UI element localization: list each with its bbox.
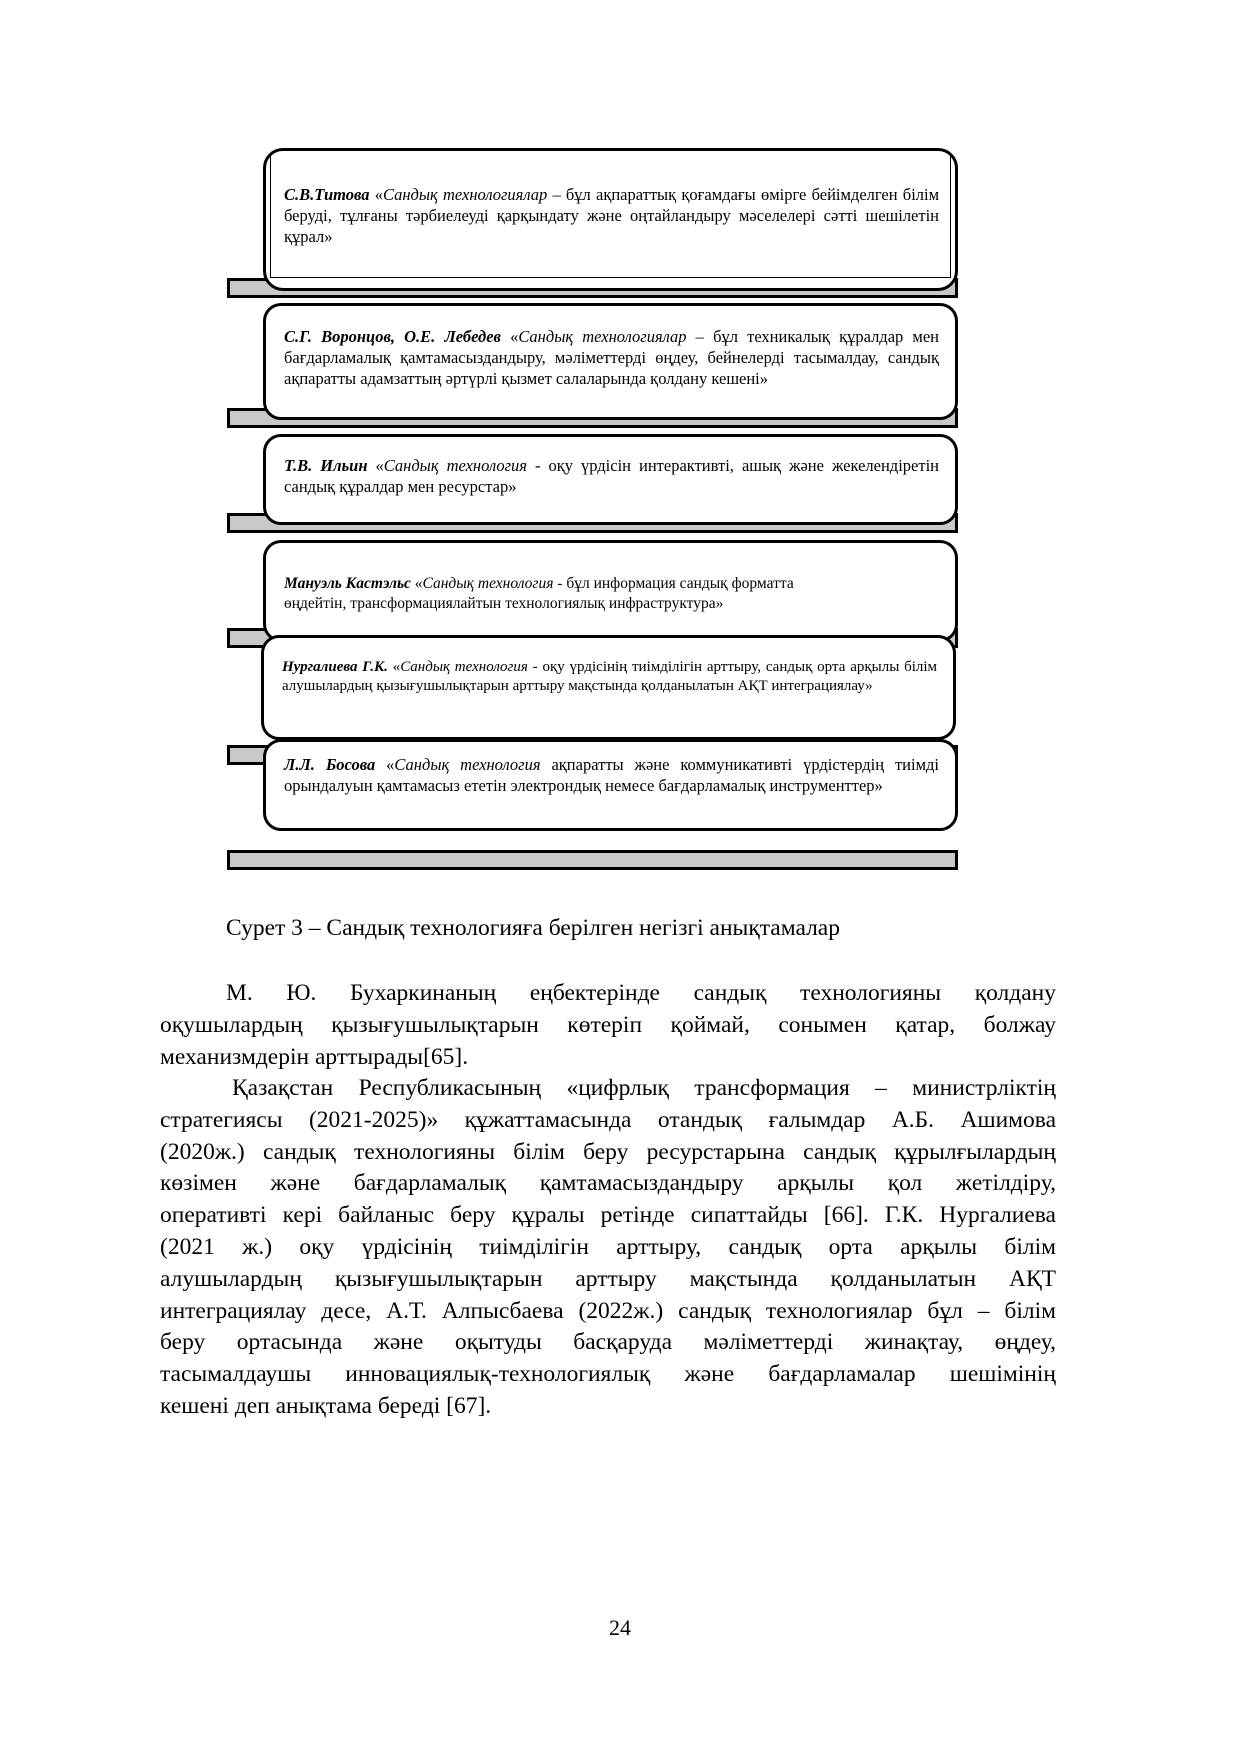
term: Сандық технологиялар [518,327,687,346]
author-name: Т.В. Ильин [284,456,368,475]
term: Сандық технология [422,575,554,592]
text-line: (2020ж.) сандық технологияны білім беру ресурстарына сандық құрылғылардың [160,1138,1056,1165]
author-name: Нургалиева Г.К. [282,659,388,675]
connector-bar-6 [227,850,958,870]
term: Сандық технология [394,755,541,774]
definition-box-castells [263,540,958,642]
term: Сандық технологиялар [382,185,548,204]
definition-text: С.В.Титова «Сандық технологиялар – бұл ақпараттық қоғамдағы өмірге бейімделген білім беруді, тұлғаны тәрбиелеуді қарқындату және оңтайландыру мәселелері сәтті шешілетін құрал» [284,185,940,246]
definition-box-ilyin [263,434,958,525]
definition-box-titova [263,148,958,291]
page-number: 24 [609,1615,631,1640]
definition-box-vorontsov-lebedev [263,303,958,420]
text-line: интеграциялау десе, А.Т. Алпысбаева (2022ж.) сандық технологиялар бұл – білім [160,1297,1056,1324]
text-line: оқушылардың қызығушылықтарын көтеріп қоймай, сонымен қатар, болжау [160,1011,1056,1038]
definition-text: Л.Л. Босова «Сандық технология ақпаратты және коммуникативті үрдістердің тиімді орындалуын қамтамасыз ететін электрондық немесе бағдарламалық инструменттер» [284,755,940,795]
text-line: беру ортасында және оқытуды басқаруда мәліметтерді жинақтау, өңдеу, [160,1329,1056,1356]
text-line: механизмдерін арттырады[65]. [160,1043,469,1070]
definition-box-bosova [263,739,958,831]
definition-box-nurgalieva [261,635,956,740]
text-line: көзімен және бағдарламалық қамтамасыздандыру арқылы қол жетілдіру, [160,1170,1056,1197]
author-name: Мануэль Кастэльс [284,575,411,592]
definition-text: С.Г. Воронцов, О.Е. Лебедев «Сандық технологиялар – бұл техникалық құралдар мен бағдарламалық қамтамасыздандыру, мәліметтерді өңдеу, бейнелерді тасымалдау, сандық ақпаратты адамзаттың әртүрлі қызмет салаларында қолдану кешені» [284,327,940,388]
body-paragraph-2 [160,1073,1056,1423]
figure-caption: Сурет 3 – Сандық технологияға берілген негізгі анықтамалар [226,915,840,941]
text-line: алушылардың қызығушылықтарын арттыру мақстында қолданылатын АҚТ [160,1265,1056,1292]
text-line: стратегиясы (2021-2025)» құжаттамасында отандық ғалымдар А.Б. Ашимова [160,1106,1056,1133]
term: Сандық технология [400,659,528,675]
text-line: кешені деп анықтама береді [67]. [160,1392,492,1419]
text-line: М. Ю. Бухаркинаның еңбектерінде сандық технологияны қолдану [226,980,1056,1006]
author-name: С.В.Титова [284,185,370,204]
definition-text: Нургалиева Г.К. «Сандық технология - оқу үрдісінің тиімділігін арттыру, сандық орта арқылы білім алушылардың қызығушылықтарын арттыру мақстында қолданылатын АҚТ интеграциялау» [282,659,938,694]
author-name: Л.Л. Босова [284,755,376,774]
body-paragraph-1 [160,978,1056,1073]
text-line: тасымалдаушы инновациялық-технологиялық және бағдарламалар шешімінің [160,1361,1056,1388]
text-line: (2021 ж.) оқу үрдісінің тиімділігін арттыру, сандық орта арқылы білім [160,1233,1056,1260]
definition-text: Мануэль Кастэльс «Сандық технология - бұл информация сандық форматта өңдейтін, трансформациялайтын технологиялық инфраструктура» [284,575,794,612]
definition-text: Т.В. Ильин «Сандық технология - оқу үрдісін интерактивті, ашық және жекелендіретін сандық құралдар мен ресурстар» [284,456,939,496]
text-line: оперативті кері байланыс беру құралы ретінде сипаттайды [66]. Г.К. Нургалиева [160,1202,1056,1229]
author-name: С.Г. Воронцов, О.Е. Лебедев [284,327,501,346]
text-line: Қазақстан Республикасының «цифрлық трансформация – министрліктің [232,1075,1056,1101]
term: Сандық технология [383,456,527,475]
